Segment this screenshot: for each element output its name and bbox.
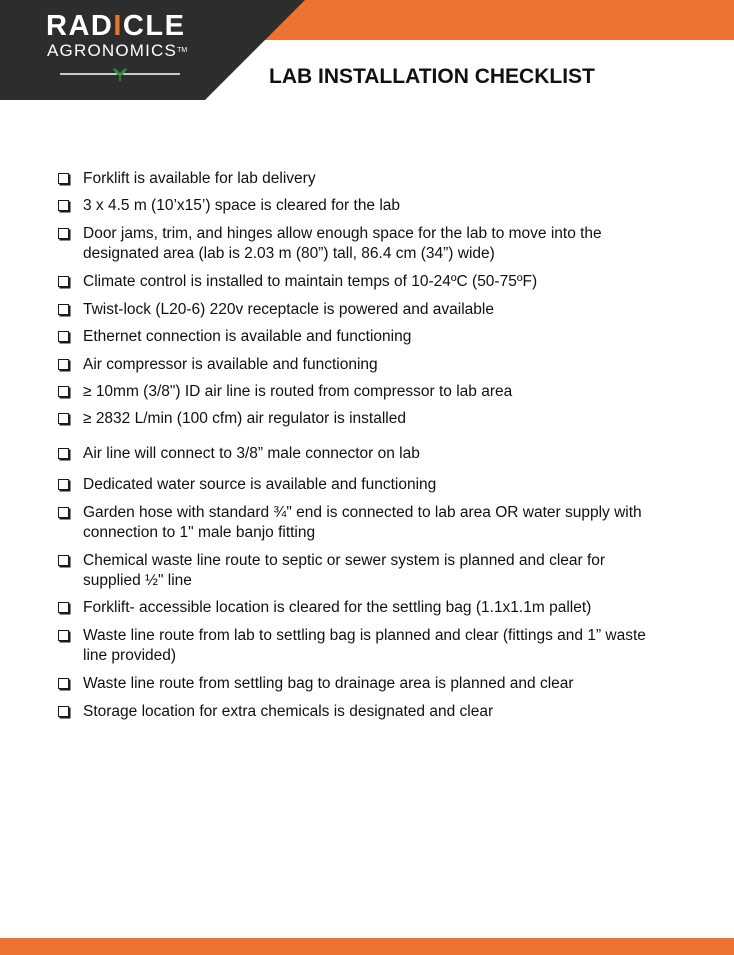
- logo-text-rad: RAD: [46, 10, 114, 42]
- checkbox-icon: [58, 386, 69, 397]
- checklist-item: [58, 551, 658, 591]
- checklist-item-text: Dedicated water source is available and functioning: [83, 476, 437, 493]
- checkbox-icon: [58, 228, 69, 239]
- checklist-item: [58, 444, 658, 464]
- logo-wordmark-radicle: [46, 10, 185, 42]
- checkbox-icon: [58, 331, 69, 342]
- checklist-item-text: ≥ 10mm (3/8") ID air line is routed from compressor to lab area: [83, 383, 513, 400]
- checkbox-icon: [58, 448, 69, 459]
- logo-trademark: TM: [177, 47, 188, 54]
- checklist-item: [58, 196, 658, 216]
- checkbox-icon: [58, 304, 69, 315]
- logo-text-agronomics: AGRONOMICS: [47, 41, 178, 60]
- checklist-item: [58, 503, 658, 543]
- checklist-item-text: ≥ 2832 L/min (100 cfm) air regulator is installed: [83, 410, 406, 427]
- checkbox-icon: [58, 706, 69, 717]
- checklist-item: [58, 272, 658, 292]
- checklist-item: [58, 355, 658, 375]
- checklist-item-text: Chemical waste line route to septic or sewer system is planned and clear for supplied ½" line: [83, 552, 606, 589]
- checklist-item: [58, 702, 658, 722]
- checklist-item: [58, 409, 658, 429]
- checklist-item: [58, 169, 658, 189]
- checkbox-icon: [58, 678, 69, 689]
- checkbox-icon: [58, 173, 69, 184]
- checklist-item: [58, 674, 658, 694]
- checklist-item: [58, 626, 658, 666]
- checklist-item-text: Storage location for extra chemicals is designated and clear: [83, 703, 494, 720]
- checklist-item: [58, 300, 658, 320]
- checklist-item: [58, 382, 658, 402]
- checklist-item-text: Forklift is available for lab delivery: [83, 170, 316, 187]
- checklist-item-text: Ethernet connection is available and functioning: [83, 328, 412, 345]
- checkbox-icon: [58, 602, 69, 613]
- checklist-item-text: Air line will connect to 3/8” male connector on lab: [83, 445, 420, 462]
- checkbox-icon: [58, 630, 69, 641]
- checklist-item-text: Twist-lock (L20-6) 220v receptacle is powered and available: [83, 301, 494, 318]
- logo-sprout-icon: [60, 68, 180, 82]
- checklist-item-text: Climate control is installed to maintain temps of 10-24ºC (50-75ºF): [83, 273, 538, 290]
- checkbox-icon: [58, 359, 69, 370]
- page-title: LAB INSTALLATION CHECKLIST: [269, 65, 595, 88]
- checkbox-icon: [58, 413, 69, 424]
- checklist-item-text: Forklift- accessible location is cleared for the settling bag (1.1x1.1m pallet): [83, 599, 592, 616]
- logo-text-cle: CLE: [122, 10, 186, 42]
- checklist-item-text: Door jams, trim, and hinges allow enough space for the lab to move into the designated area (lab is 2.03 m (80”) tall, 86.4 cm (34”) wide): [83, 225, 602, 262]
- checklist-item: [58, 224, 658, 264]
- footer-accent-band: [0, 938, 734, 955]
- checkbox-icon: [58, 276, 69, 287]
- checkbox-icon: [58, 200, 69, 211]
- checklist-item: [58, 475, 658, 495]
- checklist-item: [58, 327, 658, 347]
- checkbox-icon: [58, 479, 69, 490]
- checklist-item-text: Waste line route from settling bag to drainage area is planned and clear: [83, 675, 574, 692]
- checklist-item-text: Air compressor is available and functioning: [83, 356, 378, 373]
- logo-wordmark-agronomics: [47, 41, 187, 61]
- checkbox-icon: [58, 555, 69, 566]
- checklist-item-text: 3 x 4.5 m (10’x15’) space is cleared for the lab: [83, 197, 401, 214]
- logo-text-i: I: [113, 10, 123, 42]
- checkbox-icon: [58, 507, 69, 518]
- checklist-item: [58, 598, 658, 618]
- checklist-item-text: Waste line route from lab to settling bag is planned and clear (fittings and 1” waste line provided): [83, 627, 646, 664]
- checklist-item-text: Garden hose with standard ¾" end is connected to lab area OR water supply with connection to 1" male banjo fitting: [83, 504, 642, 541]
